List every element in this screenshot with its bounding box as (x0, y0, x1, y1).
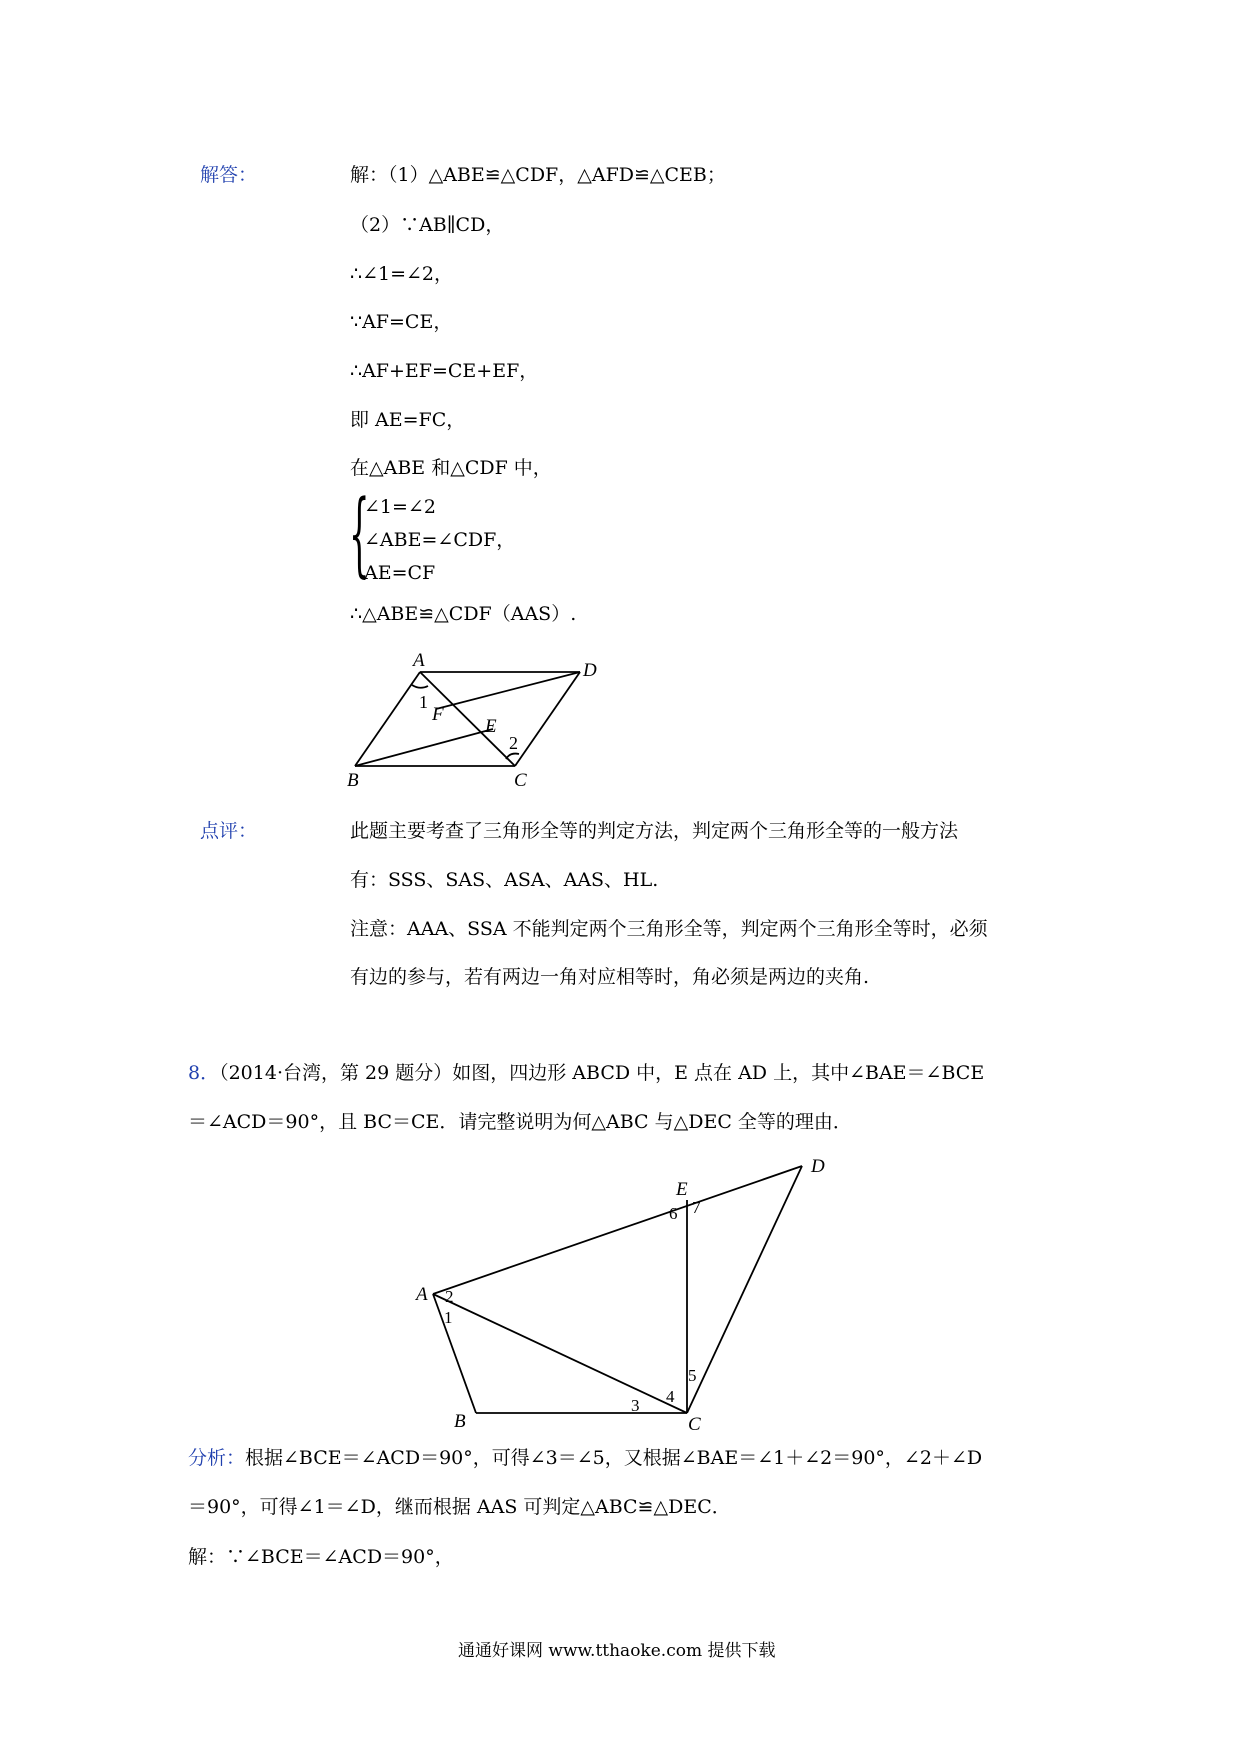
comment-line-4: 有边的参与，若有两边一角对应相等时，角必须是两边的夹角. (350, 966, 870, 988)
label-A: A (413, 650, 425, 671)
system-line-1: ∠1=∠2 (364, 496, 436, 518)
angle-label-6: 6 (669, 1204, 678, 1223)
label-B: B (454, 1411, 466, 1432)
label-A: A (416, 1284, 428, 1305)
segment-AC (433, 1294, 687, 1413)
answer-line-5: ∴AF+EF=CE+EF， (350, 360, 539, 382)
answer-line-6: 即 AE=FC， (350, 409, 466, 431)
footer-text: 通通好课网 www.tthaoke.com 提供下载 (458, 1641, 776, 1661)
answer-line-2: （2）∵AB∥CD， (350, 214, 505, 236)
analysis-line-2: ＝90°，可得∠1＝∠D，继而根据 AAS 可判定△ABC≌△DEC． (188, 1496, 731, 1518)
system-line-2: ∠ABE=∠CDF， (364, 529, 516, 551)
label-D: D (583, 660, 597, 681)
angle-label-1: 1 (444, 1308, 453, 1327)
label-F: F (432, 704, 444, 725)
label-E: E (485, 716, 497, 737)
comment-label: 点评： (200, 820, 258, 842)
label-E: E (676, 1179, 688, 1200)
question-text-1: （2014·台湾，第 29 题分）如图，四边形 ABCD 中，E 点在 AD 上，其中∠BAE＝∠BCE (219, 1062, 985, 1084)
label-C: C (514, 770, 527, 791)
label-D: D (811, 1156, 825, 1177)
segment-AD (433, 1166, 802, 1294)
question-line-2: ＝∠ACD＝90°，且 BC＝CE．请完整说明为何△ABC 与△DEC 全等的理由． (188, 1111, 852, 1133)
angle-label-5: 5 (688, 1366, 697, 1385)
answer-label: 解答： (200, 164, 258, 186)
angle-label-2: 2 (445, 1287, 454, 1306)
solution-line-1: 解：∵∠BCE＝∠ACD＝90°， (188, 1546, 454, 1568)
angle-label-1: 1 (419, 692, 428, 712)
label-B: B (347, 770, 359, 791)
analysis-text-1: 根据∠BCE＝∠ACD＝90°，可得∠3＝∠5，又根据∠BAE＝∠1＋∠2＝90°，∠2＋∠D (245, 1447, 983, 1469)
answer-line-7: 在△ABE 和△CDF 中， (350, 457, 552, 479)
angle-label-3: 3 (631, 1396, 640, 1415)
system-line-3: AE=CF (364, 562, 436, 584)
angle-label-7: 7 (692, 1198, 701, 1217)
analysis-line-1 (188, 1445, 982, 1471)
comment-line-3: 注意：AAA、SSA 不能判定两个三角形全等，判定两个三角形全等时，必须 (350, 918, 988, 940)
angle-label-4: 4 (666, 1387, 675, 1406)
answer-line-4: ∵AF=CE， (350, 311, 453, 333)
answer-line-3: ∴∠1=∠2， (350, 263, 454, 285)
label-C: C (688, 1414, 701, 1435)
question-number: 8． (188, 1062, 220, 1084)
answer-line-1: 解：（1）△ABE≌△CDF，△AFD≌△CEB； (350, 164, 726, 186)
answer-conclusion: ∴△ABE≌△CDF（AAS）. (350, 603, 577, 625)
segment-DC (687, 1166, 802, 1413)
comment-line-1: 此题主要考查了三角形全等的判定方法，判定两个三角形全等的一般方法 (350, 820, 959, 842)
angle-label-2: 2 (509, 733, 518, 753)
analysis-label: 分析： (188, 1447, 246, 1469)
brace: { (349, 480, 370, 587)
comment-line-2: 有：SSS、SAS、ASA、AAS、HL. (350, 869, 659, 891)
